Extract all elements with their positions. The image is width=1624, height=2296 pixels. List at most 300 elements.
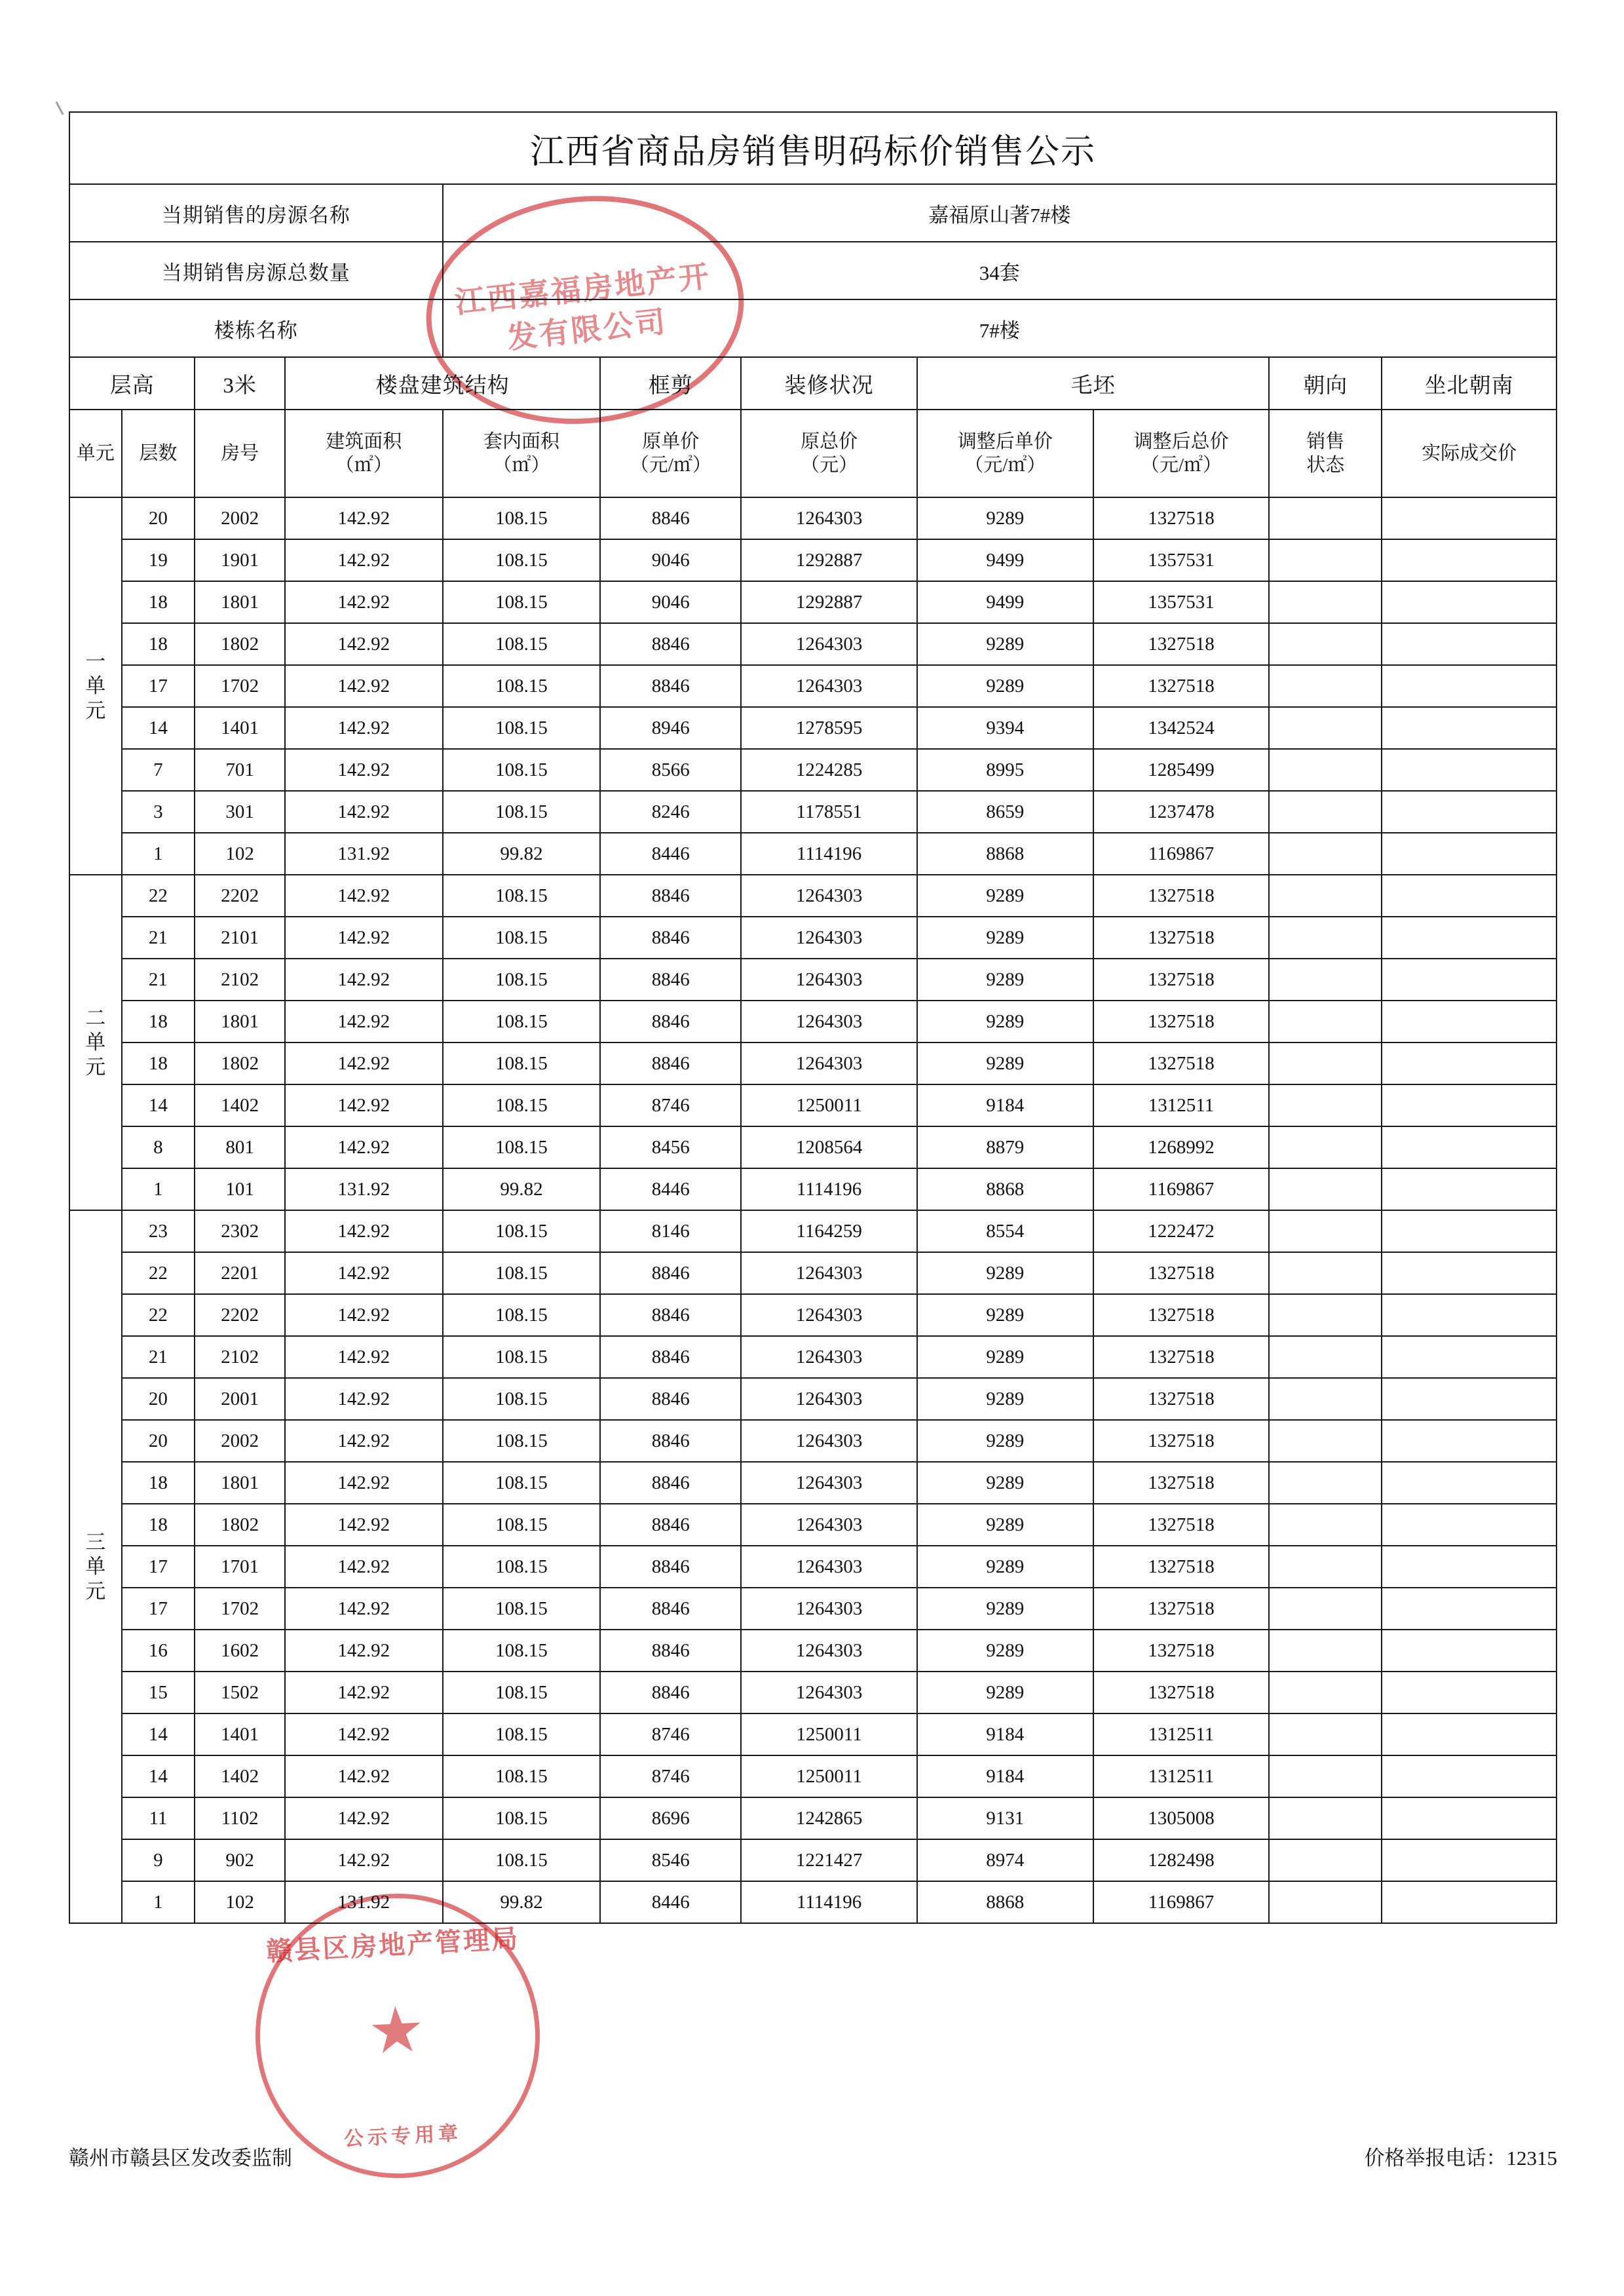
table-cell: 8846 <box>600 1336 741 1378</box>
table-cell: 1264303 <box>741 1294 917 1336</box>
table-row <box>69 1839 1557 1881</box>
table-cell: 142.92 <box>285 665 443 707</box>
table-cell: 8746 <box>600 1755 741 1797</box>
table-cell <box>1382 1504 1557 1546</box>
table-row <box>69 1881 1557 1923</box>
table-cell: 9289 <box>917 1294 1093 1336</box>
table-cell: 108.15 <box>443 497 601 539</box>
table-cell: 108.15 <box>443 539 601 581</box>
table-cell: 16 <box>122 1630 195 1672</box>
table-cell: 142.92 <box>285 1210 443 1252</box>
table-cell: 9184 <box>917 1755 1093 1797</box>
table-cell: 142.92 <box>285 875 443 917</box>
table-cell: 22 <box>122 1294 195 1336</box>
table-cell: 1114196 <box>741 1168 917 1210</box>
table-cell: 301 <box>195 791 285 833</box>
table-cell <box>1269 1420 1382 1462</box>
table-cell: 2002 <box>195 497 285 539</box>
table-cell <box>1269 1755 1382 1797</box>
table-cell: 8868 <box>917 1881 1093 1923</box>
table-cell: 8868 <box>917 1168 1093 1210</box>
price-table <box>69 111 1557 1924</box>
table-cell: 1264303 <box>741 497 917 539</box>
table-cell: 1164259 <box>741 1210 917 1252</box>
table-cell: 1208564 <box>741 1126 917 1168</box>
table-cell: 1264303 <box>741 1462 917 1504</box>
table-cell: 142.92 <box>285 539 443 581</box>
table-cell: 142.92 <box>285 959 443 1001</box>
table-cell: 8446 <box>600 1168 741 1210</box>
table-row <box>69 1336 1557 1378</box>
table-cell: 1901 <box>195 539 285 581</box>
table-cell <box>1269 665 1382 707</box>
table-cell: 131.92 <box>285 1168 443 1210</box>
table-cell: 1502 <box>195 1672 285 1713</box>
table-cell: 108.15 <box>443 749 601 791</box>
bureau-seal-top-text: 赣县区房地产管理局 <box>265 1924 521 1967</box>
table-cell: 18 <box>122 581 195 623</box>
table-cell: 2002 <box>195 1420 285 1462</box>
table-cell <box>1382 1210 1557 1252</box>
table-cell <box>1269 1546 1382 1588</box>
table-cell: 142.92 <box>285 1546 443 1588</box>
table-cell <box>1269 1672 1382 1713</box>
table-cell: 1802 <box>195 1043 285 1084</box>
table-cell: 1702 <box>195 665 285 707</box>
table-cell <box>1269 917 1382 959</box>
table-cell <box>1382 1713 1557 1755</box>
table-cell: 142.92 <box>285 1294 443 1336</box>
table-cell: 18 <box>122 1001 195 1043</box>
table-cell: 8846 <box>600 875 741 917</box>
table-cell: 11 <box>122 1797 195 1839</box>
table-row <box>69 917 1557 959</box>
table-cell: 17 <box>122 1588 195 1630</box>
table-cell: 142.92 <box>285 1672 443 1713</box>
table-row <box>69 1168 1557 1210</box>
table-cell <box>1382 1630 1557 1672</box>
table-row <box>69 1378 1557 1420</box>
table-cell: 18 <box>122 1462 195 1504</box>
table-cell: 108.15 <box>443 1546 601 1588</box>
table-cell: 1801 <box>195 581 285 623</box>
table-cell: 8446 <box>600 833 741 875</box>
table-cell: 20 <box>122 497 195 539</box>
table-cell: 14 <box>122 1713 195 1755</box>
table-cell <box>1382 1672 1557 1713</box>
company-seal: 江西嘉福房地产开发有限公司 <box>415 181 755 440</box>
col-header-adj-total-price: 调整后总价 （元/㎡） <box>1093 410 1270 497</box>
table-cell: 9289 <box>917 1546 1093 1588</box>
table-cell: 108.15 <box>443 665 601 707</box>
unit-cell: 二 单 元 <box>69 875 122 1210</box>
table-cell: 108.15 <box>443 1043 601 1084</box>
table-cell <box>1269 1462 1382 1504</box>
table-cell: 21 <box>122 959 195 1001</box>
table-cell: 108.15 <box>443 1713 601 1755</box>
table-cell: 142.92 <box>285 1462 443 1504</box>
table-cell <box>1382 875 1557 917</box>
table-cell: 8846 <box>600 1378 741 1420</box>
table-cell: 131.92 <box>285 833 443 875</box>
table-cell: 9289 <box>917 1504 1093 1546</box>
table-cell: 1237478 <box>1093 791 1270 833</box>
attr-value-floor-height: 3米 <box>195 357 285 410</box>
info-label-house-name: 当期销售的房源名称 <box>69 184 443 242</box>
table-cell: 108.15 <box>443 1294 601 1336</box>
table-cell: 1114196 <box>741 1881 917 1923</box>
table-cell <box>1382 1755 1557 1797</box>
table-cell: 1264303 <box>741 1420 917 1462</box>
table-cell: 1327518 <box>1093 1294 1270 1336</box>
table-cell: 142.92 <box>285 1797 443 1839</box>
table-row <box>69 623 1557 665</box>
table-cell <box>1382 707 1557 749</box>
table-cell: 8446 <box>600 1881 741 1923</box>
table-cell <box>1269 497 1382 539</box>
table-cell: 1292887 <box>741 539 917 581</box>
table-cell: 1402 <box>195 1755 285 1797</box>
table-cell: 9046 <box>600 581 741 623</box>
table-cell: 1357531 <box>1093 539 1270 581</box>
table-cell: 1327518 <box>1093 959 1270 1001</box>
table-cell <box>1269 875 1382 917</box>
table-cell: 9289 <box>917 1043 1093 1084</box>
bureau-seal <box>248 1886 547 2185</box>
table-cell: 1264303 <box>741 1043 917 1084</box>
table-row <box>69 1294 1557 1336</box>
table-cell: 9289 <box>917 959 1093 1001</box>
table-cell: 9184 <box>917 1713 1093 1755</box>
table-cell: 1250011 <box>741 1084 917 1126</box>
table-cell: 1327518 <box>1093 917 1270 959</box>
table-row <box>69 1462 1557 1504</box>
table-cell <box>1269 1797 1382 1839</box>
table-cell <box>1382 1378 1557 1420</box>
table-row <box>69 707 1557 749</box>
table-cell: 108.15 <box>443 1755 601 1797</box>
table-cell: 17 <box>122 665 195 707</box>
table-cell: 108.15 <box>443 791 601 833</box>
table-cell: 1 <box>122 1881 195 1923</box>
table-cell: 2101 <box>195 917 285 959</box>
table-cell: 1327518 <box>1093 665 1270 707</box>
table-cell: 8974 <box>917 1839 1093 1881</box>
table-cell: 1114196 <box>741 833 917 875</box>
attr-label-floor-height: 层高 <box>69 357 195 410</box>
table-cell: 1702 <box>195 1588 285 1630</box>
table-cell: 108.15 <box>443 1126 601 1168</box>
table-cell: 1357531 <box>1093 581 1270 623</box>
table-cell <box>1382 539 1557 581</box>
table-cell: 20 <box>122 1378 195 1420</box>
table-cell: 18 <box>122 1043 195 1084</box>
table-row <box>69 791 1557 833</box>
table-cell: 8846 <box>600 1588 741 1630</box>
table-cell <box>1382 1336 1557 1378</box>
table-cell: 1 <box>122 1168 195 1210</box>
table-cell: 2202 <box>195 875 285 917</box>
table-cell: 142.92 <box>285 1126 443 1168</box>
table-cell: 1327518 <box>1093 1672 1270 1713</box>
table-cell <box>1269 1713 1382 1755</box>
table-cell: 8879 <box>917 1126 1093 1168</box>
table-cell: 142.92 <box>285 707 443 749</box>
table-cell: 1701 <box>195 1546 285 1588</box>
table-cell: 1264303 <box>741 959 917 1001</box>
table-cell <box>1382 1462 1557 1504</box>
table-cell <box>1269 1504 1382 1546</box>
table-cell: 8846 <box>600 1504 741 1546</box>
table-row <box>69 1420 1557 1462</box>
table-cell <box>1382 1084 1557 1126</box>
price-table-body <box>69 497 1557 1923</box>
col-header-orig-total-price: 原总价 （元） <box>741 410 917 497</box>
table-cell <box>1269 1043 1382 1084</box>
table-cell: 1264303 <box>741 1252 917 1294</box>
table-cell: 9289 <box>917 497 1093 539</box>
table-cell: 1264303 <box>741 1001 917 1043</box>
table-cell <box>1269 623 1382 665</box>
table-cell: 1169867 <box>1093 1881 1270 1923</box>
table-row <box>69 959 1557 1001</box>
col-header-floor: 层数 <box>122 410 195 497</box>
attr-label-decoration: 装修状况 <box>741 357 917 410</box>
table-cell: 142.92 <box>285 1588 443 1630</box>
table-cell: 1802 <box>195 1504 285 1546</box>
table-cell <box>1382 1546 1557 1588</box>
table-cell: 108.15 <box>443 581 601 623</box>
table-cell: 801 <box>195 1126 285 1168</box>
table-cell: 8846 <box>600 1294 741 1336</box>
unit-cell: 一 单 元 <box>69 497 122 875</box>
table-cell <box>1382 1839 1557 1881</box>
table-row <box>69 833 1557 875</box>
table-cell: 142.92 <box>285 581 443 623</box>
table-cell <box>1382 833 1557 875</box>
table-cell: 8846 <box>600 959 741 1001</box>
table-cell: 9289 <box>917 1378 1093 1420</box>
table-cell: 8696 <box>600 1797 741 1839</box>
table-cell: 1327518 <box>1093 1504 1270 1546</box>
table-cell: 8846 <box>600 1001 741 1043</box>
table-cell: 102 <box>195 1881 285 1923</box>
table-cell: 1169867 <box>1093 833 1270 875</box>
table-cell <box>1269 833 1382 875</box>
attr-label-structure: 楼盘建筑结构 <box>285 357 600 410</box>
table-cell: 1224285 <box>741 749 917 791</box>
table-cell <box>1382 1797 1557 1839</box>
table-cell: 1264303 <box>741 875 917 917</box>
info-label-building-name: 楼栋名称 <box>69 299 443 357</box>
table-cell: 1264303 <box>741 1672 917 1713</box>
table-cell: 1327518 <box>1093 1630 1270 1672</box>
table-cell: 9289 <box>917 1672 1093 1713</box>
table-cell: 1264303 <box>741 1336 917 1378</box>
table-cell: 108.15 <box>443 875 601 917</box>
footer-right: 价格举报电话：12315 <box>1364 2147 1557 2170</box>
table-cell: 1327518 <box>1093 623 1270 665</box>
attr-label-orientation: 朝向 <box>1269 357 1382 410</box>
table-cell <box>1269 1001 1382 1043</box>
table-cell <box>1382 1126 1557 1168</box>
table-cell <box>1382 1252 1557 1294</box>
table-cell <box>1269 959 1382 1001</box>
table-cell: 1401 <box>195 1713 285 1755</box>
table-cell: 1264303 <box>741 917 917 959</box>
attr-value-structure: 框剪 <box>600 357 741 410</box>
table-cell: 9046 <box>600 539 741 581</box>
table-cell: 18 <box>122 623 195 665</box>
table-row <box>69 1043 1557 1084</box>
table-cell: 142.92 <box>285 1839 443 1881</box>
table-cell: 1264303 <box>741 1378 917 1420</box>
table-cell: 1312511 <box>1093 1084 1270 1126</box>
table-cell: 1264303 <box>741 1630 917 1672</box>
table-cell: 9289 <box>917 1336 1093 1378</box>
table-cell: 1602 <box>195 1630 285 1672</box>
table-cell <box>1382 665 1557 707</box>
table-cell: 2302 <box>195 1210 285 1252</box>
price-disclosure-sheet <box>69 111 1557 1924</box>
table-cell: 108.15 <box>443 1001 601 1043</box>
table-cell <box>1269 1126 1382 1168</box>
table-cell: 9289 <box>917 875 1093 917</box>
col-header-built-area: 建筑面积 （㎡） <box>285 410 443 497</box>
col-header-orig-unit-price: 原单价 （元/㎡） <box>600 410 741 497</box>
table-cell: 8995 <box>917 749 1093 791</box>
attr-value-orientation: 坐北朝南 <box>1382 357 1557 410</box>
bureau-seal-bottom-text: 公示专用章 <box>343 2122 463 2151</box>
table-cell <box>1269 1378 1382 1420</box>
table-cell: 3 <box>122 791 195 833</box>
table-cell: 1285499 <box>1093 749 1270 791</box>
table-cell: 108.15 <box>443 1210 601 1252</box>
table-cell: 8846 <box>600 1420 741 1462</box>
table-cell: 9289 <box>917 917 1093 959</box>
table-cell <box>1382 1881 1557 1923</box>
table-row <box>69 749 1557 791</box>
table-cell: 108.15 <box>443 1672 601 1713</box>
table-cell: 1305008 <box>1093 1797 1270 1839</box>
table-cell: 1327518 <box>1093 1378 1270 1420</box>
table-cell: 2202 <box>195 1294 285 1336</box>
table-cell: 1268992 <box>1093 1126 1270 1168</box>
table-cell <box>1269 707 1382 749</box>
table-cell: 142.92 <box>285 1001 443 1043</box>
table-cell: 1327518 <box>1093 1001 1270 1043</box>
table-cell: 108.15 <box>443 1084 601 1126</box>
table-cell: 2102 <box>195 959 285 1001</box>
table-cell: 23 <box>122 1210 195 1252</box>
table-cell: 9289 <box>917 1001 1093 1043</box>
table-cell: 21 <box>122 917 195 959</box>
table-cell: 142.92 <box>285 1378 443 1420</box>
table-cell: 8456 <box>600 1126 741 1168</box>
table-cell: 1264303 <box>741 1504 917 1546</box>
table-cell <box>1269 581 1382 623</box>
table-cell: 8846 <box>600 1672 741 1713</box>
table-cell: 101 <box>195 1168 285 1210</box>
table-cell: 1327518 <box>1093 1252 1270 1294</box>
table-cell: 102 <box>195 833 285 875</box>
table-cell: 9 <box>122 1839 195 1881</box>
table-cell: 1221427 <box>741 1839 917 1881</box>
table-cell: 1264303 <box>741 665 917 707</box>
table-cell: 142.92 <box>285 917 443 959</box>
table-cell: 8846 <box>600 497 741 539</box>
table-row <box>69 581 1557 623</box>
info-value-house-name: 嘉福原山著7#楼 <box>443 184 1557 242</box>
table-cell: 8846 <box>600 1630 741 1672</box>
table-cell: 1222472 <box>1093 1210 1270 1252</box>
table-cell <box>1382 1001 1557 1043</box>
table-row <box>69 1252 1557 1294</box>
table-cell: 1327518 <box>1093 1546 1270 1588</box>
table-cell: 108.15 <box>443 1462 601 1504</box>
table-cell: 18 <box>122 1504 195 1546</box>
table-cell: 142.92 <box>285 1630 443 1672</box>
table-cell: 142.92 <box>285 1755 443 1797</box>
table-cell: 142.92 <box>285 1504 443 1546</box>
table-cell: 9394 <box>917 707 1093 749</box>
table-cell: 2201 <box>195 1252 285 1294</box>
table-cell <box>1382 581 1557 623</box>
table-cell: 7 <box>122 749 195 791</box>
table-cell: 14 <box>122 1084 195 1126</box>
table-cell: 8846 <box>600 1462 741 1504</box>
table-cell: 99.82 <box>443 833 601 875</box>
table-cell: 9289 <box>917 623 1093 665</box>
table-cell: 9289 <box>917 1462 1093 1504</box>
table-cell: 22 <box>122 875 195 917</box>
table-cell: 8846 <box>600 623 741 665</box>
table-cell: 8846 <box>600 917 741 959</box>
table-cell: 1242865 <box>741 1797 917 1839</box>
table-cell: 108.15 <box>443 1336 601 1378</box>
table-row <box>69 1001 1557 1043</box>
table-cell: 1402 <box>195 1084 285 1126</box>
col-header-room: 房号 <box>195 410 285 497</box>
table-cell: 1327518 <box>1093 1420 1270 1462</box>
table-cell: 8146 <box>600 1210 741 1252</box>
table-row <box>69 1126 1557 1168</box>
footer <box>69 2141 1557 2171</box>
table-cell: 8868 <box>917 833 1093 875</box>
table-cell: 1250011 <box>741 1755 917 1797</box>
table-cell: 8 <box>122 1126 195 1168</box>
table-cell: 8746 <box>600 1713 741 1755</box>
table-row <box>69 1713 1557 1755</box>
table-cell: 108.15 <box>443 1588 601 1630</box>
table-cell: 1802 <box>195 623 285 665</box>
info-label-total-count: 当期销售房源总数量 <box>69 242 443 299</box>
table-cell: 108.15 <box>443 917 601 959</box>
table-cell: 2001 <box>195 1378 285 1420</box>
table-cell: 9289 <box>917 665 1093 707</box>
info-value-total-count: 34套 <box>443 242 1557 299</box>
table-cell <box>1382 1043 1557 1084</box>
table-cell: 131.92 <box>285 1881 443 1923</box>
table-cell: 108.15 <box>443 1378 601 1420</box>
table-cell: 8846 <box>600 665 741 707</box>
table-cell: 142.92 <box>285 623 443 665</box>
table-cell: 1327518 <box>1093 1043 1270 1084</box>
table-row <box>69 665 1557 707</box>
table-cell: 142.92 <box>285 749 443 791</box>
table-row <box>69 539 1557 581</box>
table-cell: 142.92 <box>285 1084 443 1126</box>
